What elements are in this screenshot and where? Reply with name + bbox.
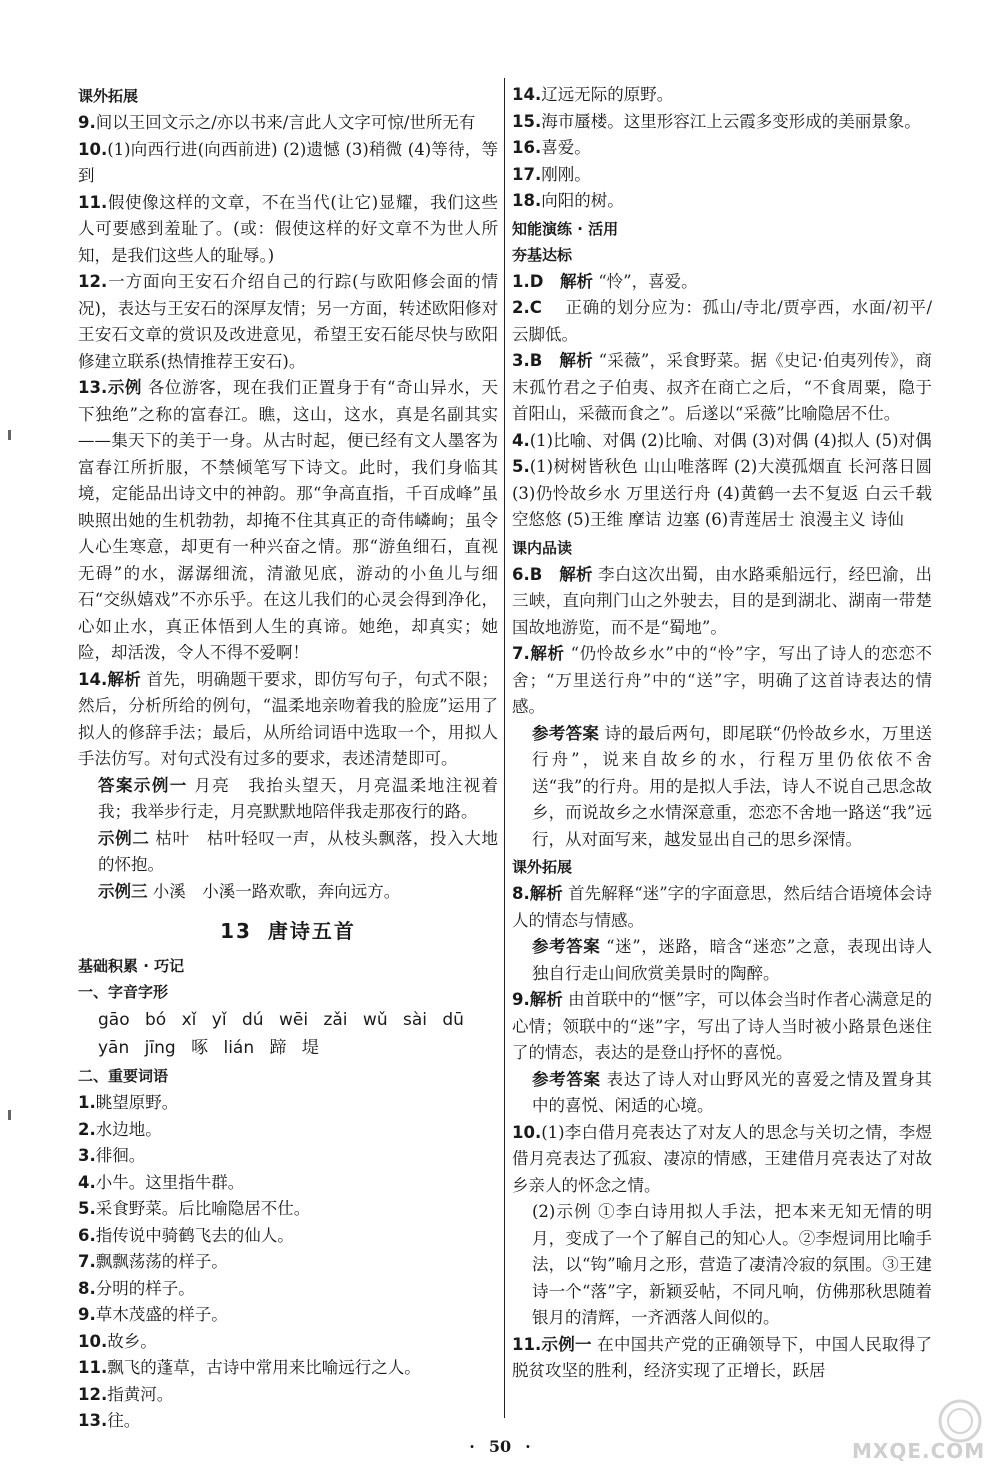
right-column — [512, 82, 932, 1385]
column-divider — [504, 78, 505, 1418]
answer-item-r10: 10.(1)李白借月亮表达了对友人的思念与关切之情，李煜借月亮表达了孤寂、凄凉的情感，王建借月亮表达了对故乡亲人的怀念之情。 — [512, 1122, 932, 1195]
list-item: 4.小牛。这里指牛群。 — [78, 1172, 245, 1192]
answer-item-r5: 5.(1)树树皆秋色 山山唯落晖 (2)大漠孤烟直 长河落日圆 (3)仍怜故乡水 万里送行舟 (4)黄鹤一去不复返 白云千载空悠悠 (5)王维 摩诘 边塞 (6)青莲居士 浪漫主义 诗仙 — [512, 457, 932, 529]
lesson-title: 13 唐诗五首 — [220, 919, 356, 943]
section-heading-basic: 基础积累 · 巧记 — [78, 957, 185, 975]
pinyin-line-2: yān jīng 啄 lián 蹄 堤 — [98, 1038, 319, 1058]
answer-item-9: 9.间以王回文示之/亦以书来/言此人文字可惊/世所无有 — [78, 113, 476, 132]
reference-answer-r8: 参考答案 “迷”，迷路，暗含“迷恋”之意，表现出诗人独自行走山间欣赏美景时的陶醉。 — [532, 937, 932, 983]
answer-item-13: 13.示例 各位游客，现在我们正置身于有“奇山异水，天下独绝”之称的富春江。瞧，这山，这水，真是名副其实——集天下的美于一身。从古时起，便已经有文人墨客为富春江所折服，不禁倾笔写下诗文。此时，我们身临其境，定能品出诗文中的神韵。那“争高直指，千百成峰”虽映照出她的生机勃勃，却掩不住其真正的奇伟嶙峋；虽令人心生寒意，却更有一种兴奋之情。那“游鱼细石，直视无碍”的水，潺潺细流，清澈见底，游动的小鱼儿与细石“交纵嬉戏”不亦乐乎。在这儿我们的心灵会得到净化，心如止水，真正体悟到人生的真谛。她绝，却真实；她险，却活泼，令人不得不爱啊！ — [78, 378, 499, 662]
answer-item-r10-part2: (2)示例 ①李白诗用拟人手法，把本来无知无情的明月，变成了一个了解自己的知心人。②李煜词用比喻手法，以“钩”喻月之形，营造了凄清冷寂的氛围。③王建诗一个“落”字，新颖妥帖，不同凡响，仿佛那秋思随着银月的清辉，一齐洒落人间似的。 — [532, 1202, 932, 1327]
subheading-vocabulary: 二、重要词语 — [78, 1067, 169, 1085]
reference-answer-r7: 参考答案 诗的最后两句，即尾联“仍怜故乡水，万里送行舟”，说来自故乡的水，行程万里仍依依不舍送“我”的行舟。用的是拟人手法，诗人不说自己思念故乡，而说故乡之水情深意重，恋恋不舍地一路送“我”远行，从对面写来，越发显出自己的思乡深情。 — [532, 723, 933, 849]
vocabulary-list — [78, 1090, 498, 1435]
list-item: 16.喜爱。 — [512, 138, 591, 157]
answer-item-10: 10.(1)向西行进(向西前进) (2)遗憾 (3)稍微 (4)等待，等到 — [78, 139, 498, 185]
answer-item-r4: 4.(1)比喻、对偶 (2)比喻、对偶 (3)对偶 (4)拟人 (5)对偶 — [512, 430, 932, 450]
answer-item-12: 12.一方面向王安石介绍自己的行踪(与欧阳修会面的情况)，表达与王安石的深厚友情；另一方面，转述欧阳修对王安石文章的赏识及改进意见，希望王安石能尽快与欧阳修建立联系(热情推荐王安石)。 — [78, 272, 498, 371]
section-heading-practice: 知能演练 · 活用 — [512, 219, 619, 238]
answer-item-14: 14.解析 首先，明确题干要求，即仿写句子，句式不限；然后，分析所给的例句，“温柔地亲吻着我的脸庞”运用了拟人的修辞手法；最后，从所给词语中选取一个，用拟人手法仿写。对句式没有过多的要求，表述清楚即可。 — [78, 669, 499, 768]
list-item: 1.眺望原野。 — [78, 1093, 179, 1112]
list-item: 12.指黄河。 — [78, 1384, 174, 1404]
list-item: 8.分明的样子。 — [78, 1278, 195, 1298]
section-heading-extend: 课外拓展 — [78, 87, 139, 105]
list-item: 13.往。 — [78, 1411, 141, 1430]
scan-mark — [8, 430, 11, 440]
list-item: 15.海市蜃楼。这里形容江上云霞多变形成的美丽景象。 — [512, 111, 921, 131]
watermark-logo — [840, 1395, 990, 1465]
pinyin-line-1: gāo bó xǐ yǐ dú wēi zǎi wǔ sài dū — [98, 1010, 464, 1030]
list-item: 3.徘徊。 — [78, 1146, 146, 1165]
vocabulary-list-continued — [512, 82, 932, 215]
answer-item-r1: 1.D 解析 “怜”，喜爱。 — [512, 271, 698, 291]
list-item: 2.水边地。 — [78, 1119, 162, 1139]
answer-item-11: 11.假使像这样的文章，不在当代(让它)显耀，我们这些人可要感到羞耻了。(或：假使这样的好文章不为世人所知，是我们这些人的耻辱。) — [78, 192, 498, 265]
answer-item-r6: 6.B 解析 李白这次出蜀，由水路乘船远行，经巴渝，出三峡，直向荆门山之外驶去，目的是到湖北、湖南一带楚国故地游览，而不是“蜀地”。 — [512, 564, 933, 637]
list-item: 5.采食野菜。后比喻隐居不仕。 — [78, 1199, 311, 1218]
left-column — [78, 82, 498, 1435]
subheading-pronunciation: 一、字音字形 — [78, 983, 169, 1001]
answer-example-2: 示例二 枯叶 枯叶轻叹一声，从枝头飘落，投入大地的怀抱。 — [98, 828, 499, 874]
answer-item-r9: 9.解析 由首联中的“惬”字，可以体会当时作者心满意足的心情；领联中的“迷”字，写出了诗人当时被小路景色迷住了的情态，表达的是登山抒怀的喜悦。 — [512, 990, 933, 1062]
watermark-text: MXQE.COM — [852, 1439, 986, 1463]
answer-item-r2: 2.C 正确的划分应为：孤山/寺北/贾亭西，水面/初平/云脚低。 — [512, 298, 932, 344]
answer-example-1: 答案示例一 月亮 我抬头望天，月亮温柔地注视着我；我举步行走，月亮默默地陪伴我走那夜行的路。 — [98, 775, 499, 821]
answer-item-r7: 7.解析 “仍怜故乡水”中的“怜”字，写出了诗人的恋恋不舍；“万里送行舟”中的“送”字，明确了这首诗表达的情感。 — [512, 644, 932, 716]
answer-item-r11: 11.示例一 在中国共产党的正确领导下，中国人民取得了脱贫攻坚的胜利，经济实现了正增长，跃居 — [512, 1334, 933, 1380]
list-item: 17.刚刚。 — [512, 164, 591, 184]
list-item: 9.草木茂盛的样子。 — [78, 1305, 228, 1324]
answer-example-3: 示例三 小溪 小溪一路欢歌，奔向远方。 — [98, 881, 401, 901]
list-item: 18.向阳的树。 — [512, 191, 624, 210]
list-item: 14.辽远无际的原野。 — [512, 85, 674, 104]
section-heading-in-class: 课内品读 — [512, 538, 573, 557]
scan-mark — [8, 1110, 11, 1120]
list-item: 11.飘飞的蓬草，古诗中常用来比喻远行之人。 — [78, 1358, 421, 1377]
list-item: 7.飘飘荡荡的样子。 — [78, 1252, 228, 1271]
reference-answer-r9: 参考答案 表达了诗人对山野风光的喜爱之情及置身其中的喜悦、闲适的心境。 — [532, 1069, 933, 1115]
answer-item-r3: 3.B 解析 “采薇”，采食野菜。据《史记·伯夷列传》，商末孤竹君之子伯夷、叔齐在商亡之后，“不食周粟，隐于首阳山，采薇而食之”。后遂以“采薇”比喻隐居不仕。 — [512, 351, 933, 423]
list-item: 10.故乡。 — [78, 1331, 157, 1351]
subheading-foundation: 夯基达标 — [512, 245, 573, 264]
answer-item-r8: 8.解析 首先解释“迷”字的字面意思，然后结合语境体会诗人的情态与情感。 — [512, 884, 933, 930]
list-item: 6.指传说中骑鹤飞去的仙人。 — [78, 1225, 294, 1245]
page-number: · 50 · — [469, 1437, 531, 1456]
section-heading-extend-right: 课外拓展 — [512, 858, 573, 876]
